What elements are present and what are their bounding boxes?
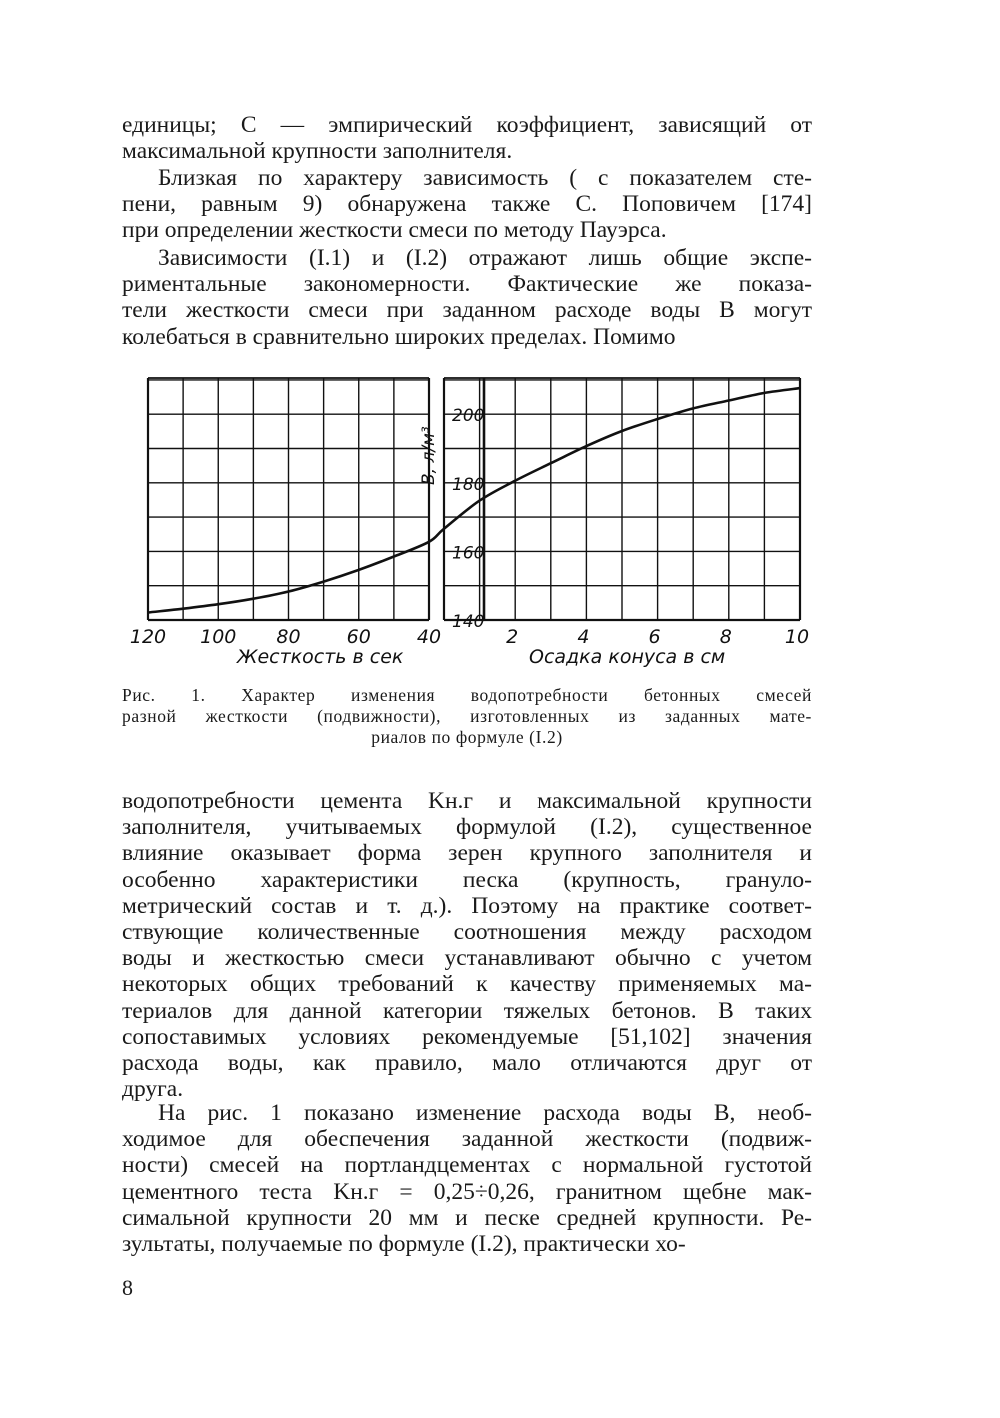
text-line: Зависимости (I.1) и (I.2) отражают лишь общие экспе- <box>158 245 812 271</box>
text-line: ствующие количественные соотношения между расходом <box>122 919 812 946</box>
paragraph-3 <box>122 245 812 350</box>
text-line: териалов для данной категории тяжелых бетонов. В таких <box>122 997 812 1024</box>
tick-label: 200 <box>452 406 485 427</box>
tick-label: 100 <box>200 626 237 648</box>
caption-line: разной жесткости (подвижности), изготовленных из заданных мате- <box>122 706 812 726</box>
text-line: воды и жесткостью смеси устанавливают обычно с учетом <box>122 945 812 972</box>
text-line: единицы; C — эмпирический коэффициент, зависящий от <box>122 112 812 138</box>
text-line: симальной крупности 20 мм и песке средней крупности. Ре- <box>122 1204 812 1231</box>
text-line: водопотребности цемента Kн.г и максимальной крупности <box>122 788 812 814</box>
tick-label: 10 <box>784 626 810 648</box>
text-line: ходимое для обеспечения заданной жесткости (подвиж- <box>122 1126 812 1153</box>
text-line: при определении жесткости смеси по методу Пауэрса. <box>122 217 667 244</box>
figure-1-chart <box>0 370 1000 680</box>
tick-label: 160 <box>452 543 485 564</box>
text-line: особенно характеристики песка (крупность, грануло- <box>122 866 812 893</box>
text-line: максимальной крупности заполнителя. <box>122 138 513 165</box>
text-line: ности) смесей на портландцементах с нормальной густотой <box>122 1152 812 1179</box>
text-line: пени, равным 9) обнаружена также С. Поповичем [174] <box>122 191 812 218</box>
paragraph-5 <box>122 1100 812 1257</box>
page-number: 8 <box>122 1275 133 1300</box>
text-line: зультаты, получаемые по формуле (I.2), практически хо- <box>122 1231 686 1258</box>
figure-caption <box>122 685 812 748</box>
y-axis-label: B, л/м³ <box>419 426 439 485</box>
text-line: заполнителя, учитываемых формулой (I.2), существенное <box>122 814 812 841</box>
tick-label: 80 <box>276 626 301 648</box>
text-line: На рис. 1 показано изменение расхода воды B, необ- <box>158 1100 812 1126</box>
text-line: некоторых общих требований к качеству применяемых ма- <box>122 971 812 998</box>
tick-label: 4 <box>577 626 590 648</box>
text-line: влияние оказывает форма зерен крупного заполнителя и <box>122 840 812 867</box>
x-axis-label-right: Осадка конуса в см <box>529 646 726 668</box>
tick-label: 60 <box>346 626 371 648</box>
tick-label: 2 <box>506 626 519 648</box>
text-line: тели жесткости смеси при заданном расходе воды B могут <box>122 297 812 324</box>
paragraph-2 <box>122 165 812 244</box>
tick-label: 140 <box>452 612 485 632</box>
text-line: цементного теста Kн.г = 0,25÷0,26, гранитном щебне мак- <box>122 1178 812 1205</box>
text-line: расхода воды, как правило, мало отличаются друг от <box>122 1050 812 1077</box>
text-line: Близкая по характеру зависимость ( с показателем сте- <box>158 165 812 191</box>
text-line: метрический состав и т. д.). Поэтому на практике соответ- <box>122 892 812 919</box>
text-line: друга. <box>122 1076 184 1103</box>
text-line: риментальные закономерности. Фактические же показа- <box>122 271 812 298</box>
tick-label: 6 <box>648 626 661 648</box>
text-line: колебаться в сравнительно широких пределах. Помимо <box>122 323 676 350</box>
tick-label: 8 <box>719 626 732 648</box>
text-line: сопоставимых условиях рекомендуемые [51,102] значения <box>122 1023 812 1050</box>
tick-label: 180 <box>452 474 485 495</box>
caption-line: риалов по формуле (I.2) <box>371 727 563 747</box>
paragraph-1 <box>122 112 812 164</box>
x-axis-label-left: Жесткость в сек <box>237 646 404 668</box>
paragraph-4 <box>122 788 812 1102</box>
caption-line: Рис. 1. Характер изменения водопотребности бетонных смесей <box>122 685 812 705</box>
tick-label: 120 <box>129 626 167 648</box>
chart-ticks <box>130 406 809 648</box>
tick-label: 40 <box>416 626 442 648</box>
